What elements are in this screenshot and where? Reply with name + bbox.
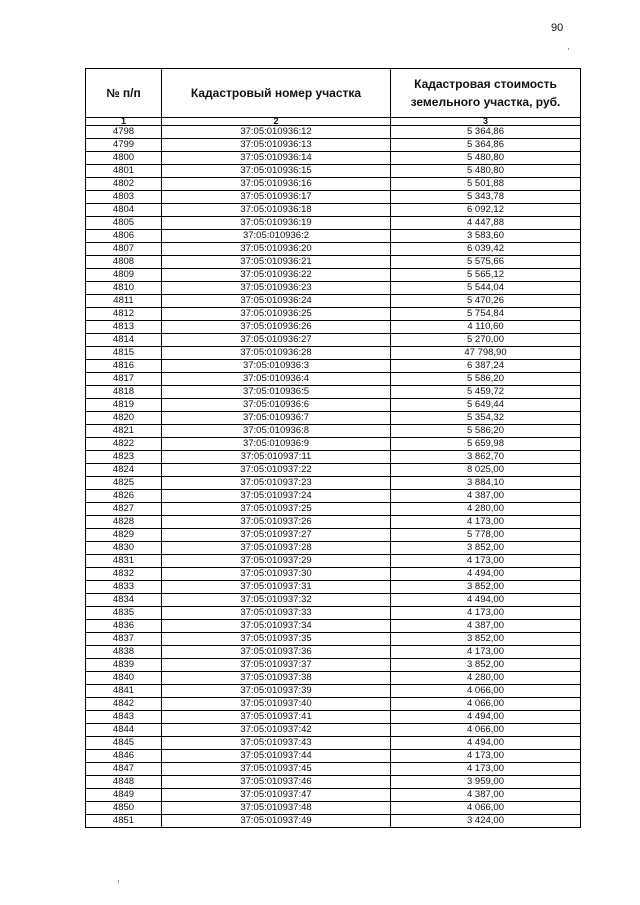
cadastral-value: 3 852,00 bbox=[391, 633, 581, 646]
page-number: 90 bbox=[551, 22, 564, 34]
cadastral-number: 37:05:010937:46 bbox=[162, 776, 391, 789]
table-row bbox=[86, 789, 581, 802]
cadastral-value: 5 270,00 bbox=[391, 334, 581, 347]
table-row bbox=[86, 243, 581, 256]
table-row bbox=[86, 607, 581, 620]
cadastral-value: 4 066,00 bbox=[391, 802, 581, 815]
table-row bbox=[86, 659, 581, 672]
cadastral-value: 5 364,86 bbox=[391, 126, 581, 139]
row-number: 4806 bbox=[86, 230, 162, 243]
table-row bbox=[86, 295, 581, 308]
row-number: 4849 bbox=[86, 789, 162, 802]
cadastral-value: 4 387,00 bbox=[391, 789, 581, 802]
cadastral-number: 37:05:010936:25 bbox=[162, 308, 391, 321]
cadastral-value: 5 480,80 bbox=[391, 152, 581, 165]
cadastral-value: 5 459,72 bbox=[391, 386, 581, 399]
cadastral-value: 4 173,00 bbox=[391, 607, 581, 620]
cadastral-value: 5 778,00 bbox=[391, 529, 581, 542]
row-number: 4810 bbox=[86, 282, 162, 295]
cadastral-value: 4 447,88 bbox=[391, 217, 581, 230]
table-row bbox=[86, 373, 581, 386]
row-number: 4826 bbox=[86, 490, 162, 503]
cadastral-number: 37:05:010936:14 bbox=[162, 152, 391, 165]
cadastral-number: 37:05:010936:6 bbox=[162, 399, 391, 412]
cadastral-number: 37:05:010937:43 bbox=[162, 737, 391, 750]
row-number: 4829 bbox=[86, 529, 162, 542]
table-row bbox=[86, 230, 581, 243]
cadastral-value: 3 852,00 bbox=[391, 581, 581, 594]
table-row bbox=[86, 490, 581, 503]
cadastral-number: 37:05:010937:22 bbox=[162, 464, 391, 477]
cadastral-value: 5 659,98 bbox=[391, 438, 581, 451]
cadastral-number: 37:05:010936:27 bbox=[162, 334, 391, 347]
table-row bbox=[86, 438, 581, 451]
row-number: 4803 bbox=[86, 191, 162, 204]
row-number: 4807 bbox=[86, 243, 162, 256]
table-row bbox=[86, 581, 581, 594]
cadastral-number: 37:05:010936:17 bbox=[162, 191, 391, 204]
row-number: 4832 bbox=[86, 568, 162, 581]
cadastral-number: 37:05:010937:35 bbox=[162, 633, 391, 646]
cadastral-number: 37:05:010937:48 bbox=[162, 802, 391, 815]
cadastral-value: 3 862,70 bbox=[391, 451, 581, 464]
cadastral-number: 37:05:010937:33 bbox=[162, 607, 391, 620]
cadastral-number: 37:05:010936:18 bbox=[162, 204, 391, 217]
row-number: 4844 bbox=[86, 724, 162, 737]
table-row bbox=[86, 425, 581, 438]
table-row bbox=[86, 204, 581, 217]
row-number: 4817 bbox=[86, 373, 162, 386]
cadastral-value: 5 480,80 bbox=[391, 165, 581, 178]
table-row bbox=[86, 542, 581, 555]
row-number: 4822 bbox=[86, 438, 162, 451]
table-row bbox=[86, 191, 581, 204]
cadastral-value-table bbox=[85, 68, 581, 828]
cadastral-number: 37:05:010936:15 bbox=[162, 165, 391, 178]
cadastral-number: 37:05:010936:20 bbox=[162, 243, 391, 256]
cadastral-number: 37:05:010937:26 bbox=[162, 516, 391, 529]
cadastral-value: 4 066,00 bbox=[391, 685, 581, 698]
cadastral-number: 37:05:010937:29 bbox=[162, 555, 391, 568]
row-number: 4800 bbox=[86, 152, 162, 165]
table-row bbox=[86, 685, 581, 698]
table-row bbox=[86, 334, 581, 347]
row-number: 4846 bbox=[86, 750, 162, 763]
cadastral-number: 37:05:010937:24 bbox=[162, 490, 391, 503]
header-cadastral-value: Кадастровая стоимость земельного участка, руб. bbox=[391, 69, 581, 118]
row-number: 4802 bbox=[86, 178, 162, 191]
row-number: 4809 bbox=[86, 269, 162, 282]
table-row bbox=[86, 711, 581, 724]
cadastral-value: 8 025,00 bbox=[391, 464, 581, 477]
row-number: 4834 bbox=[86, 594, 162, 607]
row-number: 4830 bbox=[86, 542, 162, 555]
column-number: 1 bbox=[86, 118, 162, 126]
row-number: 4811 bbox=[86, 295, 162, 308]
cadastral-value: 4 173,00 bbox=[391, 646, 581, 659]
cadastral-value: 3 424,00 bbox=[391, 815, 581, 828]
row-number: 4847 bbox=[86, 763, 162, 776]
row-number: 4799 bbox=[86, 139, 162, 152]
cadastral-value: 6 039,42 bbox=[391, 243, 581, 256]
cadastral-number: 37:05:010936:23 bbox=[162, 282, 391, 295]
cadastral-value: 4 494,00 bbox=[391, 594, 581, 607]
cadastral-value: 5 586,20 bbox=[391, 425, 581, 438]
table-row bbox=[86, 672, 581, 685]
table-row bbox=[86, 529, 581, 542]
cadastral-number: 37:05:010937:42 bbox=[162, 724, 391, 737]
table-row bbox=[86, 763, 581, 776]
table-row bbox=[86, 620, 581, 633]
cadastral-value: 3 959,00 bbox=[391, 776, 581, 789]
table-row bbox=[86, 750, 581, 763]
cadastral-number: 37:05:010937:36 bbox=[162, 646, 391, 659]
cadastral-value: 4 280,00 bbox=[391, 503, 581, 516]
row-number: 4842 bbox=[86, 698, 162, 711]
table-row bbox=[86, 386, 581, 399]
table-row bbox=[86, 412, 581, 425]
row-number: 4805 bbox=[86, 217, 162, 230]
row-number: 4815 bbox=[86, 347, 162, 360]
row-number: 4824 bbox=[86, 464, 162, 477]
cadastral-value: 5 354,32 bbox=[391, 412, 581, 425]
row-number: 4814 bbox=[86, 334, 162, 347]
column-number: 3 bbox=[391, 118, 581, 126]
cadastral-number: 37:05:010937:41 bbox=[162, 711, 391, 724]
cadastral-number: 37:05:010937:27 bbox=[162, 529, 391, 542]
table-row bbox=[86, 282, 581, 295]
row-number: 4827 bbox=[86, 503, 162, 516]
table-row bbox=[86, 464, 581, 477]
cadastral-number: 37:05:010937:23 bbox=[162, 477, 391, 490]
cadastral-value: 4 173,00 bbox=[391, 750, 581, 763]
cadastral-value: 4 173,00 bbox=[391, 555, 581, 568]
table-row bbox=[86, 568, 581, 581]
row-number: 4828 bbox=[86, 516, 162, 529]
cadastral-number: 37:05:010936:22 bbox=[162, 269, 391, 282]
table-row bbox=[86, 165, 581, 178]
cadastral-number: 37:05:010937:25 bbox=[162, 503, 391, 516]
table-row bbox=[86, 555, 581, 568]
cadastral-value: 3 884,10 bbox=[391, 477, 581, 490]
row-number: 4839 bbox=[86, 659, 162, 672]
cadastral-value: 4 173,00 bbox=[391, 763, 581, 776]
row-number: 4845 bbox=[86, 737, 162, 750]
cadastral-value: 3 852,00 bbox=[391, 542, 581, 555]
table-row bbox=[86, 633, 581, 646]
cadastral-number: 37:05:010937:40 bbox=[162, 698, 391, 711]
cadastral-number: 37:05:010937:44 bbox=[162, 750, 391, 763]
row-number: 4840 bbox=[86, 672, 162, 685]
table-row bbox=[86, 737, 581, 750]
table-row bbox=[86, 178, 581, 191]
cadastral-value: 6 387,24 bbox=[391, 360, 581, 373]
cadastral-value: 4 387,00 bbox=[391, 620, 581, 633]
row-number: 4823 bbox=[86, 451, 162, 464]
table-row bbox=[86, 308, 581, 321]
table-row bbox=[86, 815, 581, 828]
row-number: 4820 bbox=[86, 412, 162, 425]
cadastral-number: 37:05:010936:19 bbox=[162, 217, 391, 230]
row-number: 4808 bbox=[86, 256, 162, 269]
cadastral-number: 37:05:010937:31 bbox=[162, 581, 391, 594]
table-row bbox=[86, 321, 581, 334]
cadastral-number: 37:05:010936:4 bbox=[162, 373, 391, 386]
row-number: 4798 bbox=[86, 126, 162, 139]
cadastral-value: 5 364,86 bbox=[391, 139, 581, 152]
cadastral-value: 5 586,20 bbox=[391, 373, 581, 386]
cadastral-value: 4 494,00 bbox=[391, 711, 581, 724]
cadastral-value: 4 066,00 bbox=[391, 724, 581, 737]
cadastral-value: 4 494,00 bbox=[391, 737, 581, 750]
cadastral-number: 37:05:010937:28 bbox=[162, 542, 391, 555]
cadastral-number: 37:05:010937:34 bbox=[162, 620, 391, 633]
cadastral-value: 4 066,00 bbox=[391, 698, 581, 711]
cadastral-number: 37:05:010936:12 bbox=[162, 126, 391, 139]
cadastral-value: 4 494,00 bbox=[391, 568, 581, 581]
header-number: № п/п bbox=[86, 69, 162, 118]
table-row bbox=[86, 503, 581, 516]
cadastral-number: 37:05:010936:8 bbox=[162, 425, 391, 438]
cadastral-value: 4 280,00 bbox=[391, 672, 581, 685]
cadastral-number: 37:05:010937:38 bbox=[162, 672, 391, 685]
table-row bbox=[86, 477, 581, 490]
cadastral-number: 37:05:010936:21 bbox=[162, 256, 391, 269]
scan-speck bbox=[118, 880, 119, 883]
cadastral-number: 37:05:010937:47 bbox=[162, 789, 391, 802]
table-row bbox=[86, 360, 581, 373]
cadastral-number: 37:05:010936:3 bbox=[162, 360, 391, 373]
cadastral-value: 5 565,12 bbox=[391, 269, 581, 282]
row-number: 4850 bbox=[86, 802, 162, 815]
cadastral-number: 37:05:010937:49 bbox=[162, 815, 391, 828]
table-row bbox=[86, 594, 581, 607]
cadastral-value: 3 583,60 bbox=[391, 230, 581, 243]
scan-speck bbox=[568, 48, 569, 50]
row-number: 4821 bbox=[86, 425, 162, 438]
cadastral-value: 47 798,90 bbox=[391, 347, 581, 360]
row-number: 4813 bbox=[86, 321, 162, 334]
row-number: 4838 bbox=[86, 646, 162, 659]
table-row bbox=[86, 152, 581, 165]
table-row bbox=[86, 217, 581, 230]
cadastral-value: 4 110,60 bbox=[391, 321, 581, 334]
cadastral-number: 37:05:010937:45 bbox=[162, 763, 391, 776]
cadastral-number: 37:05:010936:9 bbox=[162, 438, 391, 451]
cadastral-number: 37:05:010937:37 bbox=[162, 659, 391, 672]
cadastral-number: 37:05:010937:32 bbox=[162, 594, 391, 607]
row-number: 4836 bbox=[86, 620, 162, 633]
table-row bbox=[86, 451, 581, 464]
cadastral-number: 37:05:010936:2 bbox=[162, 230, 391, 243]
table-row bbox=[86, 516, 581, 529]
cadastral-number: 37:05:010936:28 bbox=[162, 347, 391, 360]
row-number: 4812 bbox=[86, 308, 162, 321]
row-number: 4833 bbox=[86, 581, 162, 594]
cadastral-value: 5 544,04 bbox=[391, 282, 581, 295]
cadastral-number: 37:05:010936:5 bbox=[162, 386, 391, 399]
table-row bbox=[86, 724, 581, 737]
cadastral-value: 4 387,00 bbox=[391, 490, 581, 503]
cadastral-number: 37:05:010937:11 bbox=[162, 451, 391, 464]
row-number: 4816 bbox=[86, 360, 162, 373]
table-row bbox=[86, 269, 581, 282]
cadastral-value: 4 173,00 bbox=[391, 516, 581, 529]
cadastral-value: 5 343,78 bbox=[391, 191, 581, 204]
cadastral-value: 5 649,44 bbox=[391, 399, 581, 412]
column-number-row bbox=[86, 118, 581, 126]
table-row bbox=[86, 256, 581, 269]
cadastral-value: 3 852,00 bbox=[391, 659, 581, 672]
cadastral-value: 5 501,88 bbox=[391, 178, 581, 191]
row-number: 4819 bbox=[86, 399, 162, 412]
cadastral-value: 5 754,84 bbox=[391, 308, 581, 321]
header-row bbox=[86, 69, 581, 118]
row-number: 4843 bbox=[86, 711, 162, 724]
table-row bbox=[86, 646, 581, 659]
header-cadastral-number: Кадастровый номер участка bbox=[162, 69, 391, 118]
table-row bbox=[86, 126, 581, 139]
cadastral-value: 6 092,12 bbox=[391, 204, 581, 217]
cadastral-value: 5 470,26 bbox=[391, 295, 581, 308]
cadastral-number: 37:05:010937:39 bbox=[162, 685, 391, 698]
cadastral-number: 37:05:010936:24 bbox=[162, 295, 391, 308]
row-number: 4851 bbox=[86, 815, 162, 828]
row-number: 4804 bbox=[86, 204, 162, 217]
cadastral-value: 5 575,66 bbox=[391, 256, 581, 269]
row-number: 4825 bbox=[86, 477, 162, 490]
table-row bbox=[86, 802, 581, 815]
table-row bbox=[86, 347, 581, 360]
table-row bbox=[86, 399, 581, 412]
cadastral-number: 37:05:010937:30 bbox=[162, 568, 391, 581]
cadastral-number: 37:05:010936:13 bbox=[162, 139, 391, 152]
row-number: 4801 bbox=[86, 165, 162, 178]
column-number: 2 bbox=[162, 118, 391, 126]
table-body bbox=[86, 126, 581, 828]
row-number: 4835 bbox=[86, 607, 162, 620]
row-number: 4848 bbox=[86, 776, 162, 789]
table-row bbox=[86, 776, 581, 789]
cadastral-number: 37:05:010936:7 bbox=[162, 412, 391, 425]
row-number: 4837 bbox=[86, 633, 162, 646]
row-number: 4841 bbox=[86, 685, 162, 698]
row-number: 4818 bbox=[86, 386, 162, 399]
cadastral-number: 37:05:010936:26 bbox=[162, 321, 391, 334]
table-row bbox=[86, 698, 581, 711]
row-number: 4831 bbox=[86, 555, 162, 568]
cadastral-number: 37:05:010936:16 bbox=[162, 178, 391, 191]
table-row bbox=[86, 139, 581, 152]
